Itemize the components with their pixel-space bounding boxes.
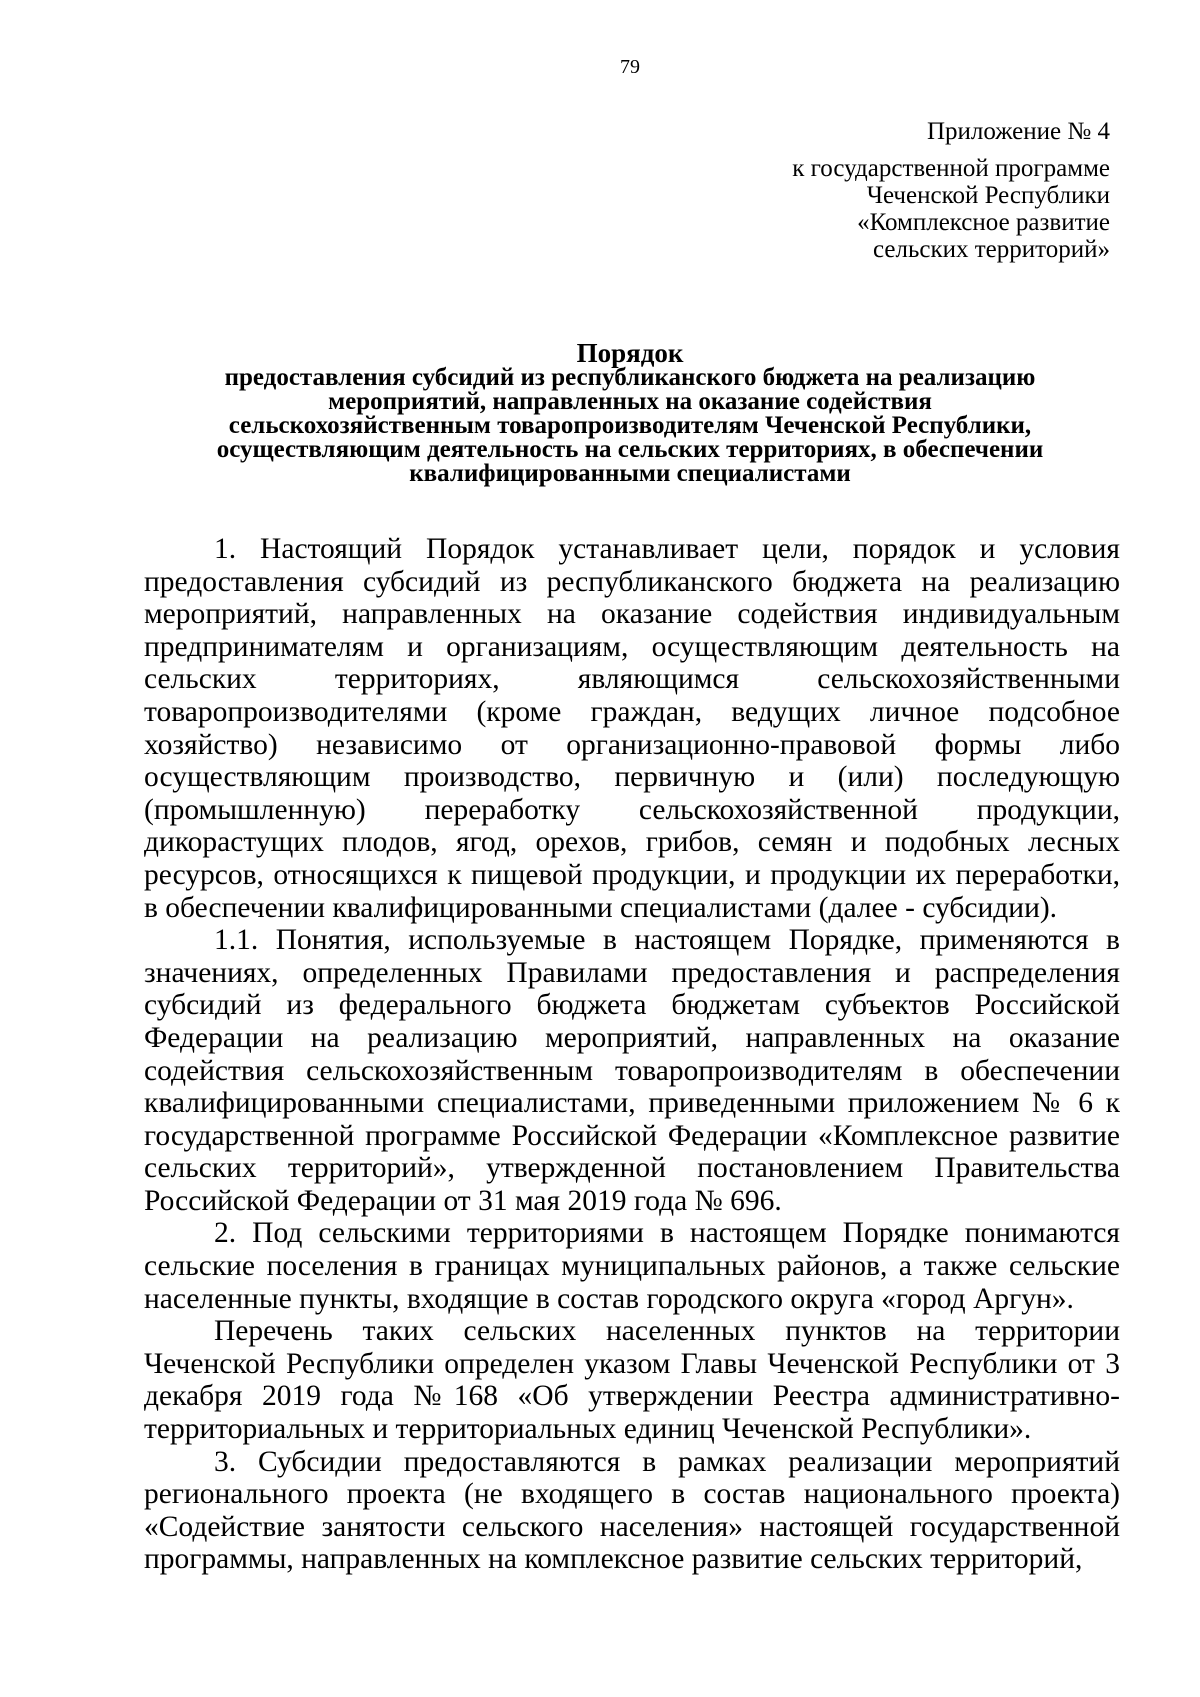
title-line: предоставления субсидий из республиканского бюджета на реализацию xyxy=(224,364,1036,391)
title-line: квалифицированными специалистами xyxy=(409,460,851,487)
appendix-line: к государственной программе xyxy=(792,155,1110,182)
paragraph-3: 3. Субсидии предоставляются в рамках реализации мероприятий регионального проекта (не входящего в состав национального проекта) «Содействие занятости сельского населения» настоящей государственной программы, направленных на комплексное развитие сельских территорий, xyxy=(144,1445,1120,1576)
appendix-line: «Комплексное развитие xyxy=(857,209,1110,236)
title-main: Порядок xyxy=(576,338,684,368)
title-line: осуществляющим деятельность на сельских территориях, в обеспечении xyxy=(216,436,1044,463)
title-line: мероприятий, направленных на оказание содействия xyxy=(328,388,932,415)
document-title xyxy=(140,340,1120,486)
paragraph-1-1: 1.1. Понятия, используемые в настоящем Порядке, применяются в значениях, определенных Правилами предоставления и распределения субсидий из федерального бюджета бюджетам субъектов Российской Федерации на реализацию мероприятий, направленных на оказание содействия сельскохозяйственным товаропроизводителям в обеспечении квалифицированными специалистами, приведенными приложением № 6 к государственной программе Российской Федерации «Комплексное развитие сельских территорий», утвержденной постановлением Правительства Российской Федерации от 31 мая 2019 года № 696. xyxy=(144,924,1120,1217)
appendix-number: Приложение № 4 xyxy=(926,118,1110,145)
document-body xyxy=(144,533,1120,1576)
page-number: 79 xyxy=(620,56,640,78)
appendix-header xyxy=(792,118,1110,263)
paragraph-2: 2. Под сельскими территориями в настоящем Порядке понимаются сельские поселения в границах муниципальных районов, а также сельские населенные пункты, входящие в состав городского округа «город Аргун». xyxy=(144,1217,1120,1315)
paragraph-2-list: Перечень таких сельских населенных пунктов на территории Чеченской Республики определен указом Главы Чеченской Республики от 3 декабря 2019 года №168 «Об утверждении Реестра административно-территориальных и территориальных единиц Чеченской Республики». xyxy=(144,1315,1120,1446)
paragraph-1: 1. Настоящий Порядок устанавливает цели, порядок и условия предоставления субсидий из республиканского бюджета на реализацию мероприятий, направленных на оказание содействия индивидуальным предпринимателям и организациям, осуществляющим деятельность на сельских территориях, являющимся сельскохозяйственными товаропроизводителями (кроме граждан, ведущих личное подсобное хозяйство) независимо от организационно-правовой формы либо осуществляющим производство, первичную и (или) последующую (промышленную) переработку сельскохозяйственной продукции, дикорастущих плодов, ягод, орехов, грибов, семян и подобных лесных ресурсов, относящихся к пищевой продукции, и продукции их переработки, в обеспечении квалифицированными специалистами (далее - субсидии). xyxy=(144,533,1120,924)
appendix-line: сельских территорий» xyxy=(873,236,1110,263)
title-line: сельскохозяйственным товаропроизводителям Чеченской Республики, xyxy=(228,412,1032,439)
appendix-line: Чеченской Республики xyxy=(866,182,1110,209)
